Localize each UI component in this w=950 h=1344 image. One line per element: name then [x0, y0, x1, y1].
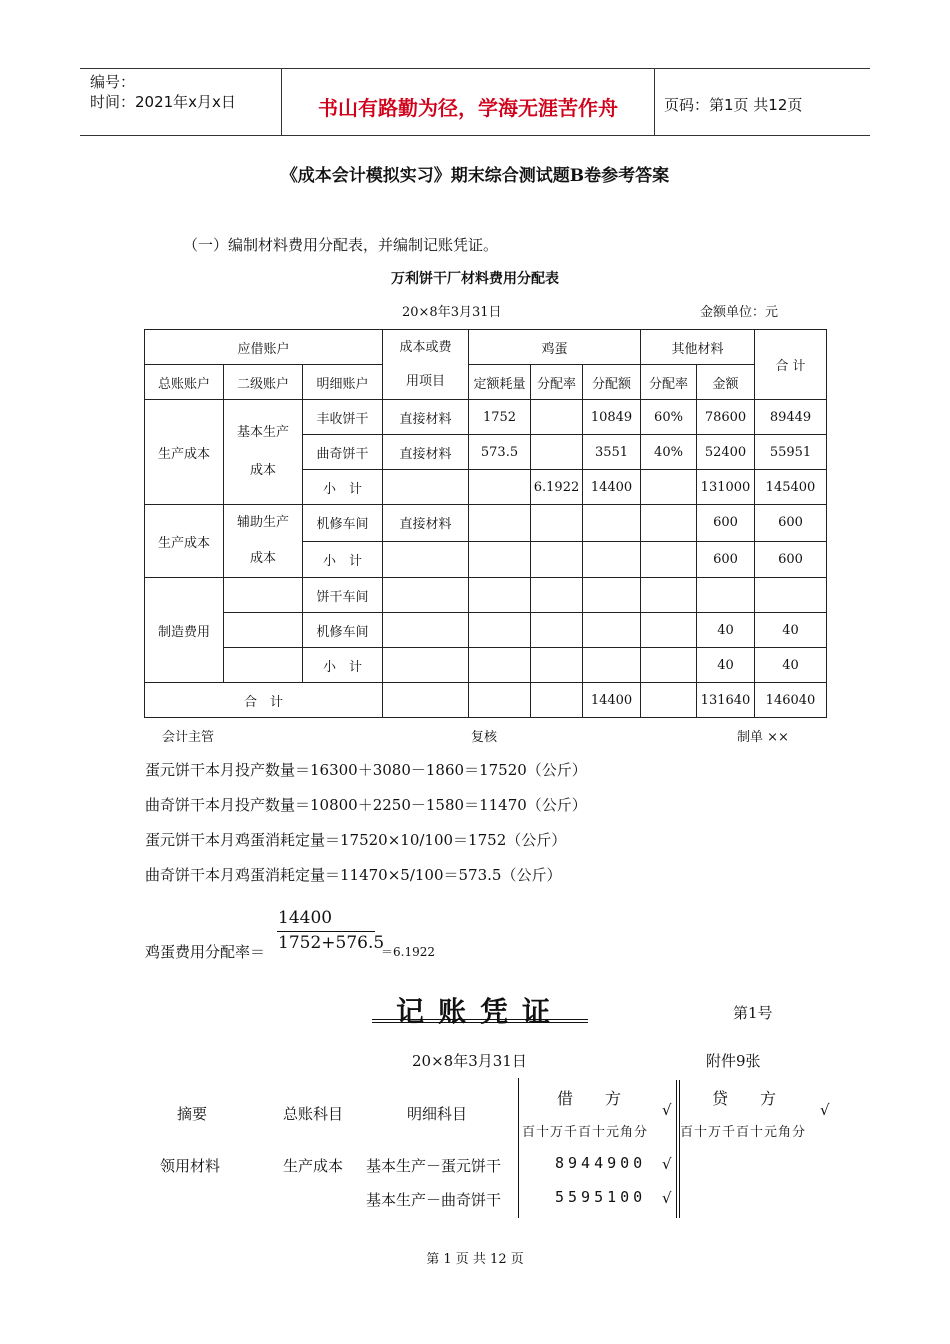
header-cell-line: 成本或费 — [399, 339, 452, 355]
rate-numerator: 14400 — [278, 908, 333, 928]
fraction-bar — [277, 931, 375, 932]
table-cell — [469, 578, 531, 613]
header-cell: 明细账户 — [303, 365, 383, 400]
table-cell: 600 — [697, 505, 755, 542]
calc-line: 蛋元饼干本月鸡蛋消耗定量＝17520×10/100＝1752（公斤） — [145, 831, 567, 849]
entry-summary: 领用材料 — [160, 1157, 221, 1175]
table-cell: 600 — [755, 541, 827, 578]
rate-denominator: 1752+576.5 — [278, 933, 385, 953]
table-cell — [224, 578, 303, 613]
header-cell-line: 用项目 — [405, 373, 445, 389]
table-cell: 52400 — [697, 435, 755, 470]
header-cell: 二级账户 — [224, 365, 303, 400]
cell-gl: 制造费用 — [145, 578, 224, 683]
table-cell — [531, 613, 583, 648]
table-cell: 小 计 — [303, 470, 383, 505]
table-cell: 6.1922 — [531, 470, 583, 505]
table-cell — [583, 613, 641, 648]
table-cell — [469, 470, 531, 505]
table-cell — [641, 505, 697, 542]
header-cell: 鸡蛋 — [469, 330, 641, 365]
table-cell — [697, 578, 755, 613]
number-label: 编号： — [90, 73, 136, 91]
table-unit: 金额单位：元 — [700, 305, 779, 320]
table-cell — [531, 648, 583, 683]
table-cell: 89449 — [755, 400, 827, 435]
entry-gl: 生产成本 — [283, 1157, 344, 1175]
table-cell: 131000 — [697, 470, 755, 505]
table-date: 20×8年3月31日 — [402, 305, 502, 320]
table-cell — [531, 683, 583, 718]
header-cell: 分配额 — [583, 365, 641, 400]
sign-review: 复核 — [471, 730, 498, 745]
header-cell: 合 计 — [755, 330, 827, 400]
credit-digit-units: 百十万千百十元角分 — [680, 1125, 807, 1140]
table-cell: 丰收饼干 — [303, 400, 383, 435]
document-title: 《成本会计模拟实习》期末综合测试题B卷参考答案 — [280, 166, 670, 186]
table-cell: 40 — [697, 613, 755, 648]
cell-line: 基本生产 — [236, 425, 289, 440]
table-header-row — [145, 330, 827, 365]
table-cell — [224, 613, 303, 648]
voucher-number: 第1号 — [733, 1004, 773, 1022]
table-row — [145, 613, 827, 648]
entry-detail: 基本生产－曲奇饼干 — [366, 1191, 502, 1209]
table-cell — [641, 683, 697, 718]
header-bottom-rule — [80, 135, 870, 136]
header-cell: 其他材料 — [641, 330, 755, 365]
table-cell — [583, 648, 641, 683]
table-cell: 10849 — [583, 400, 641, 435]
table-cell: 573.5 — [469, 435, 531, 470]
table-cell: 机修车间 — [303, 505, 383, 542]
header-cell: 分配率 — [531, 365, 583, 400]
table-cell: 直接材料 — [383, 505, 469, 542]
table-cell — [224, 648, 303, 683]
rate-formula-label: 鸡蛋费用分配率＝ — [145, 943, 266, 961]
cell-line: 成本 — [249, 551, 276, 566]
table-cell: 14400 — [583, 683, 641, 718]
table-cell: 60% — [641, 400, 697, 435]
sign-maker: 制单 ×× — [737, 730, 789, 745]
header-cell: 金额 — [697, 365, 755, 400]
table-cell — [383, 578, 469, 613]
table-cell — [531, 435, 583, 470]
voucher-rule — [518, 1078, 519, 1218]
cell-gl: 生产成本 — [145, 505, 224, 578]
header-cell: 分配率 — [641, 365, 697, 400]
header-page-info: 页码：第1页 共12页 — [664, 96, 803, 114]
cell-gl: 生产成本 — [145, 400, 224, 505]
header-meta — [90, 72, 236, 112]
table-cell: 78600 — [697, 400, 755, 435]
table-header-row — [145, 365, 827, 400]
cell-sub — [224, 400, 303, 505]
section-heading: （一）编制材料费用分配表，并编制记账凭证。 — [183, 236, 499, 254]
table-cell: 3551 — [583, 435, 641, 470]
title-underline — [372, 1019, 588, 1020]
table-title: 万利饼干厂材料费用分配表 — [391, 271, 559, 287]
table-row — [145, 578, 827, 613]
table-cell — [469, 505, 531, 542]
header-cell: 应借账户 — [145, 330, 383, 365]
entry-detail: 基本生产－蛋元饼干 — [366, 1157, 502, 1175]
calc-line: 蛋元饼干本月投产数量＝16300＋3080－1860＝17520（公斤） — [145, 761, 587, 779]
voucher-title: 记账凭证 — [395, 995, 564, 1028]
sign-manager: 会计主管 — [162, 730, 215, 745]
table-cell — [469, 613, 531, 648]
col-credit: 贷 方 — [712, 1089, 777, 1108]
table-cell: 14400 — [583, 470, 641, 505]
check-mark: √ — [662, 1101, 672, 1119]
table-cell — [583, 578, 641, 613]
time-label: 时间：2021年x月x日 — [90, 93, 236, 111]
col-summary: 摘要 — [177, 1105, 208, 1123]
table-cell — [531, 505, 583, 542]
entry-debit-amount: 5595100 — [555, 1188, 647, 1206]
table-cell — [531, 541, 583, 578]
table-cell — [641, 578, 697, 613]
col-gl-account: 总账科目 — [283, 1105, 344, 1123]
header-top-rule — [80, 68, 870, 69]
voucher-date: 20×8年3月31日 — [412, 1052, 527, 1070]
title-underline — [372, 1022, 588, 1023]
table-cell — [583, 505, 641, 542]
table-row — [145, 505, 827, 542]
cell-line: 辅助生产 — [236, 515, 289, 530]
table-total-row — [145, 683, 827, 718]
table-cell: 曲奇饼干 — [303, 435, 383, 470]
table-cell: 40 — [755, 648, 827, 683]
col-detail-account: 明细科目 — [407, 1105, 468, 1123]
table-cell: 146040 — [755, 683, 827, 718]
table-row — [145, 648, 827, 683]
header-cell: 定额耗量 — [469, 365, 531, 400]
table-cell: 145400 — [755, 470, 827, 505]
table-cell: 131640 — [697, 683, 755, 718]
table-cell: 40 — [697, 648, 755, 683]
voucher-rule — [676, 1080, 677, 1218]
table-cell — [383, 541, 469, 578]
table-cell — [641, 648, 697, 683]
cell-line: 成本 — [249, 463, 276, 478]
table-cell — [641, 613, 697, 648]
table-cell — [383, 683, 469, 718]
table-cell: 600 — [697, 541, 755, 578]
entry-check: √ — [662, 1189, 672, 1207]
header-cell — [383, 330, 469, 400]
table-cell: 小 计 — [303, 541, 383, 578]
header-motto: 书山有路勤为径，学海无涯苦作舟 — [318, 96, 618, 120]
table-cell: 40% — [641, 435, 697, 470]
table-cell — [469, 683, 531, 718]
table-cell — [755, 578, 827, 613]
table-cell — [583, 541, 641, 578]
table-cell: 小 计 — [303, 648, 383, 683]
table-cell — [641, 470, 697, 505]
table-cell — [383, 470, 469, 505]
table-cell: 直接材料 — [383, 400, 469, 435]
table-cell: 1752 — [469, 400, 531, 435]
voucher-attachments: 附件9张 — [706, 1052, 761, 1070]
calc-line: 曲奇饼干本月投产数量＝10800＋2250－1580＝11470（公斤） — [145, 796, 587, 814]
check-mark: √ — [820, 1101, 830, 1119]
header-divider — [654, 68, 655, 135]
voucher-rule — [679, 1080, 680, 1218]
cell-sub — [224, 505, 303, 578]
table-cell: 40 — [755, 613, 827, 648]
table-cell — [531, 400, 583, 435]
table-cell — [469, 648, 531, 683]
col-debit: 借 方 — [557, 1089, 622, 1108]
total-label: 合 计 — [145, 683, 383, 718]
table-cell: 600 — [755, 505, 827, 542]
material-allocation-table — [144, 329, 827, 718]
table-cell — [383, 613, 469, 648]
table-cell — [469, 541, 531, 578]
table-cell: 55951 — [755, 435, 827, 470]
table-cell — [531, 578, 583, 613]
table-cell: 饼干车间 — [303, 578, 383, 613]
calc-line: 曲奇饼干本月鸡蛋消耗定量＝11470×5/100＝573.5（公斤） — [145, 866, 562, 884]
table-row — [145, 400, 827, 435]
entry-check: √ — [662, 1155, 672, 1173]
table-cell: 直接材料 — [383, 435, 469, 470]
header-cell: 总账账户 — [145, 365, 224, 400]
table-cell — [641, 541, 697, 578]
table-cell — [383, 648, 469, 683]
rate-result: ＝6.1922 — [381, 945, 435, 959]
page-footer: 第 1 页 共 12 页 — [426, 1252, 524, 1267]
debit-digit-units: 百十万千百十元角分 — [522, 1125, 649, 1140]
entry-debit-amount: 8944900 — [555, 1154, 647, 1172]
table-cell: 机修车间 — [303, 613, 383, 648]
